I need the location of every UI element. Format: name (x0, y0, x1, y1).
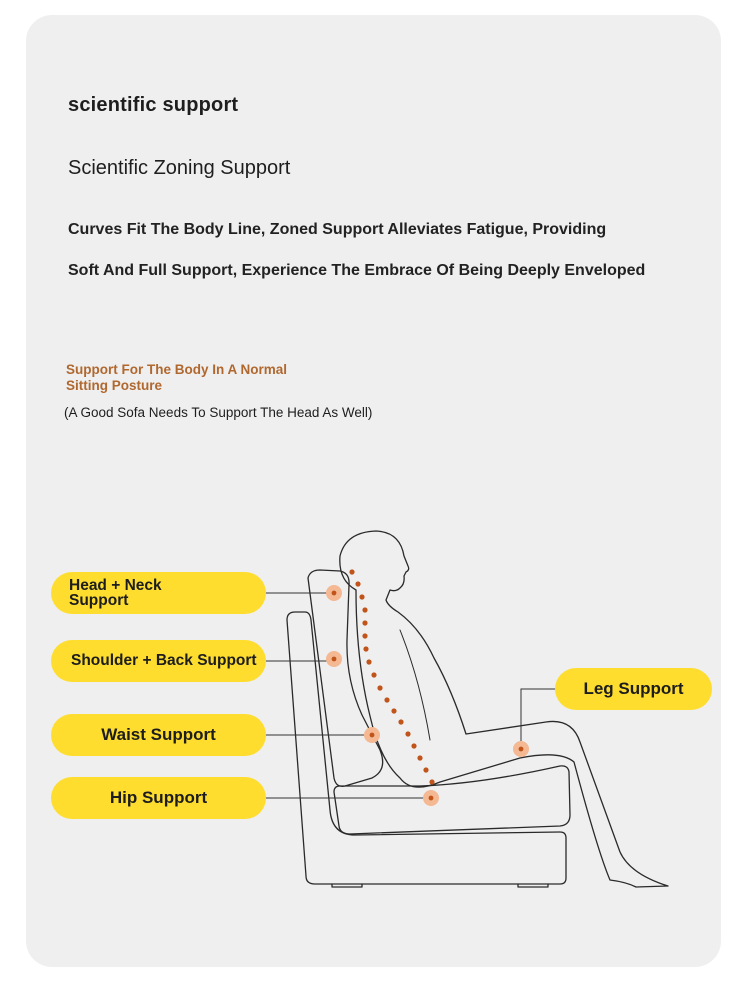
spine-dot (366, 659, 371, 664)
spine-dot (362, 607, 367, 612)
spine-dot (355, 581, 360, 586)
seat-cushion (334, 766, 570, 834)
leg-support-label: Leg Support (555, 668, 712, 710)
spine-dot (359, 594, 364, 599)
spine-dot (411, 743, 416, 748)
spine-dot (362, 633, 367, 638)
hip-support-label: Hip Support (51, 777, 266, 819)
figure-arm (400, 630, 430, 740)
spine-dot (423, 767, 428, 772)
brand-label: scientific support (68, 94, 239, 116)
waist-support-label: Waist Support (51, 714, 266, 756)
spine-dot (363, 646, 368, 651)
posture-note: (A Good Sofa Needs To Support The Head As Well) (64, 405, 373, 420)
description-line-1: Curves Fit The Body Line, Zoned Support Alleviates Fatigue, Providing (68, 221, 607, 238)
marker-leg (513, 741, 529, 757)
spine-dot (391, 708, 396, 713)
head-neck-line-2: Support (69, 592, 129, 609)
spine-dot (349, 569, 354, 574)
head-neck-line-1: Head + Neck (69, 577, 162, 594)
marker-waist (364, 727, 380, 743)
posture-subheading: Support For The Body In A Normal Sitting Posture (66, 362, 287, 393)
spine-dot (371, 672, 376, 677)
spine-dot (377, 685, 382, 690)
description-line-2: Soft And Full Support, Experience The Embrace Of Being Deeply Enveloped (68, 262, 646, 279)
shoulder-back-support-label: Shoulder + Back Support (51, 640, 266, 682)
spine-dot (398, 719, 403, 724)
spine-dot (362, 620, 367, 625)
spine-dot (429, 779, 434, 784)
head-neck-support-label (51, 572, 266, 614)
leader-line-leg (521, 689, 555, 749)
spine-dot (417, 755, 422, 760)
section-title: Scientific Zoning Support (68, 157, 291, 179)
spine-dot (405, 731, 410, 736)
backrest-cushion (308, 570, 383, 786)
marker-hip (423, 790, 439, 806)
marker-shoulder (326, 651, 342, 667)
spine-dot (384, 697, 389, 702)
marker-head (326, 585, 342, 601)
